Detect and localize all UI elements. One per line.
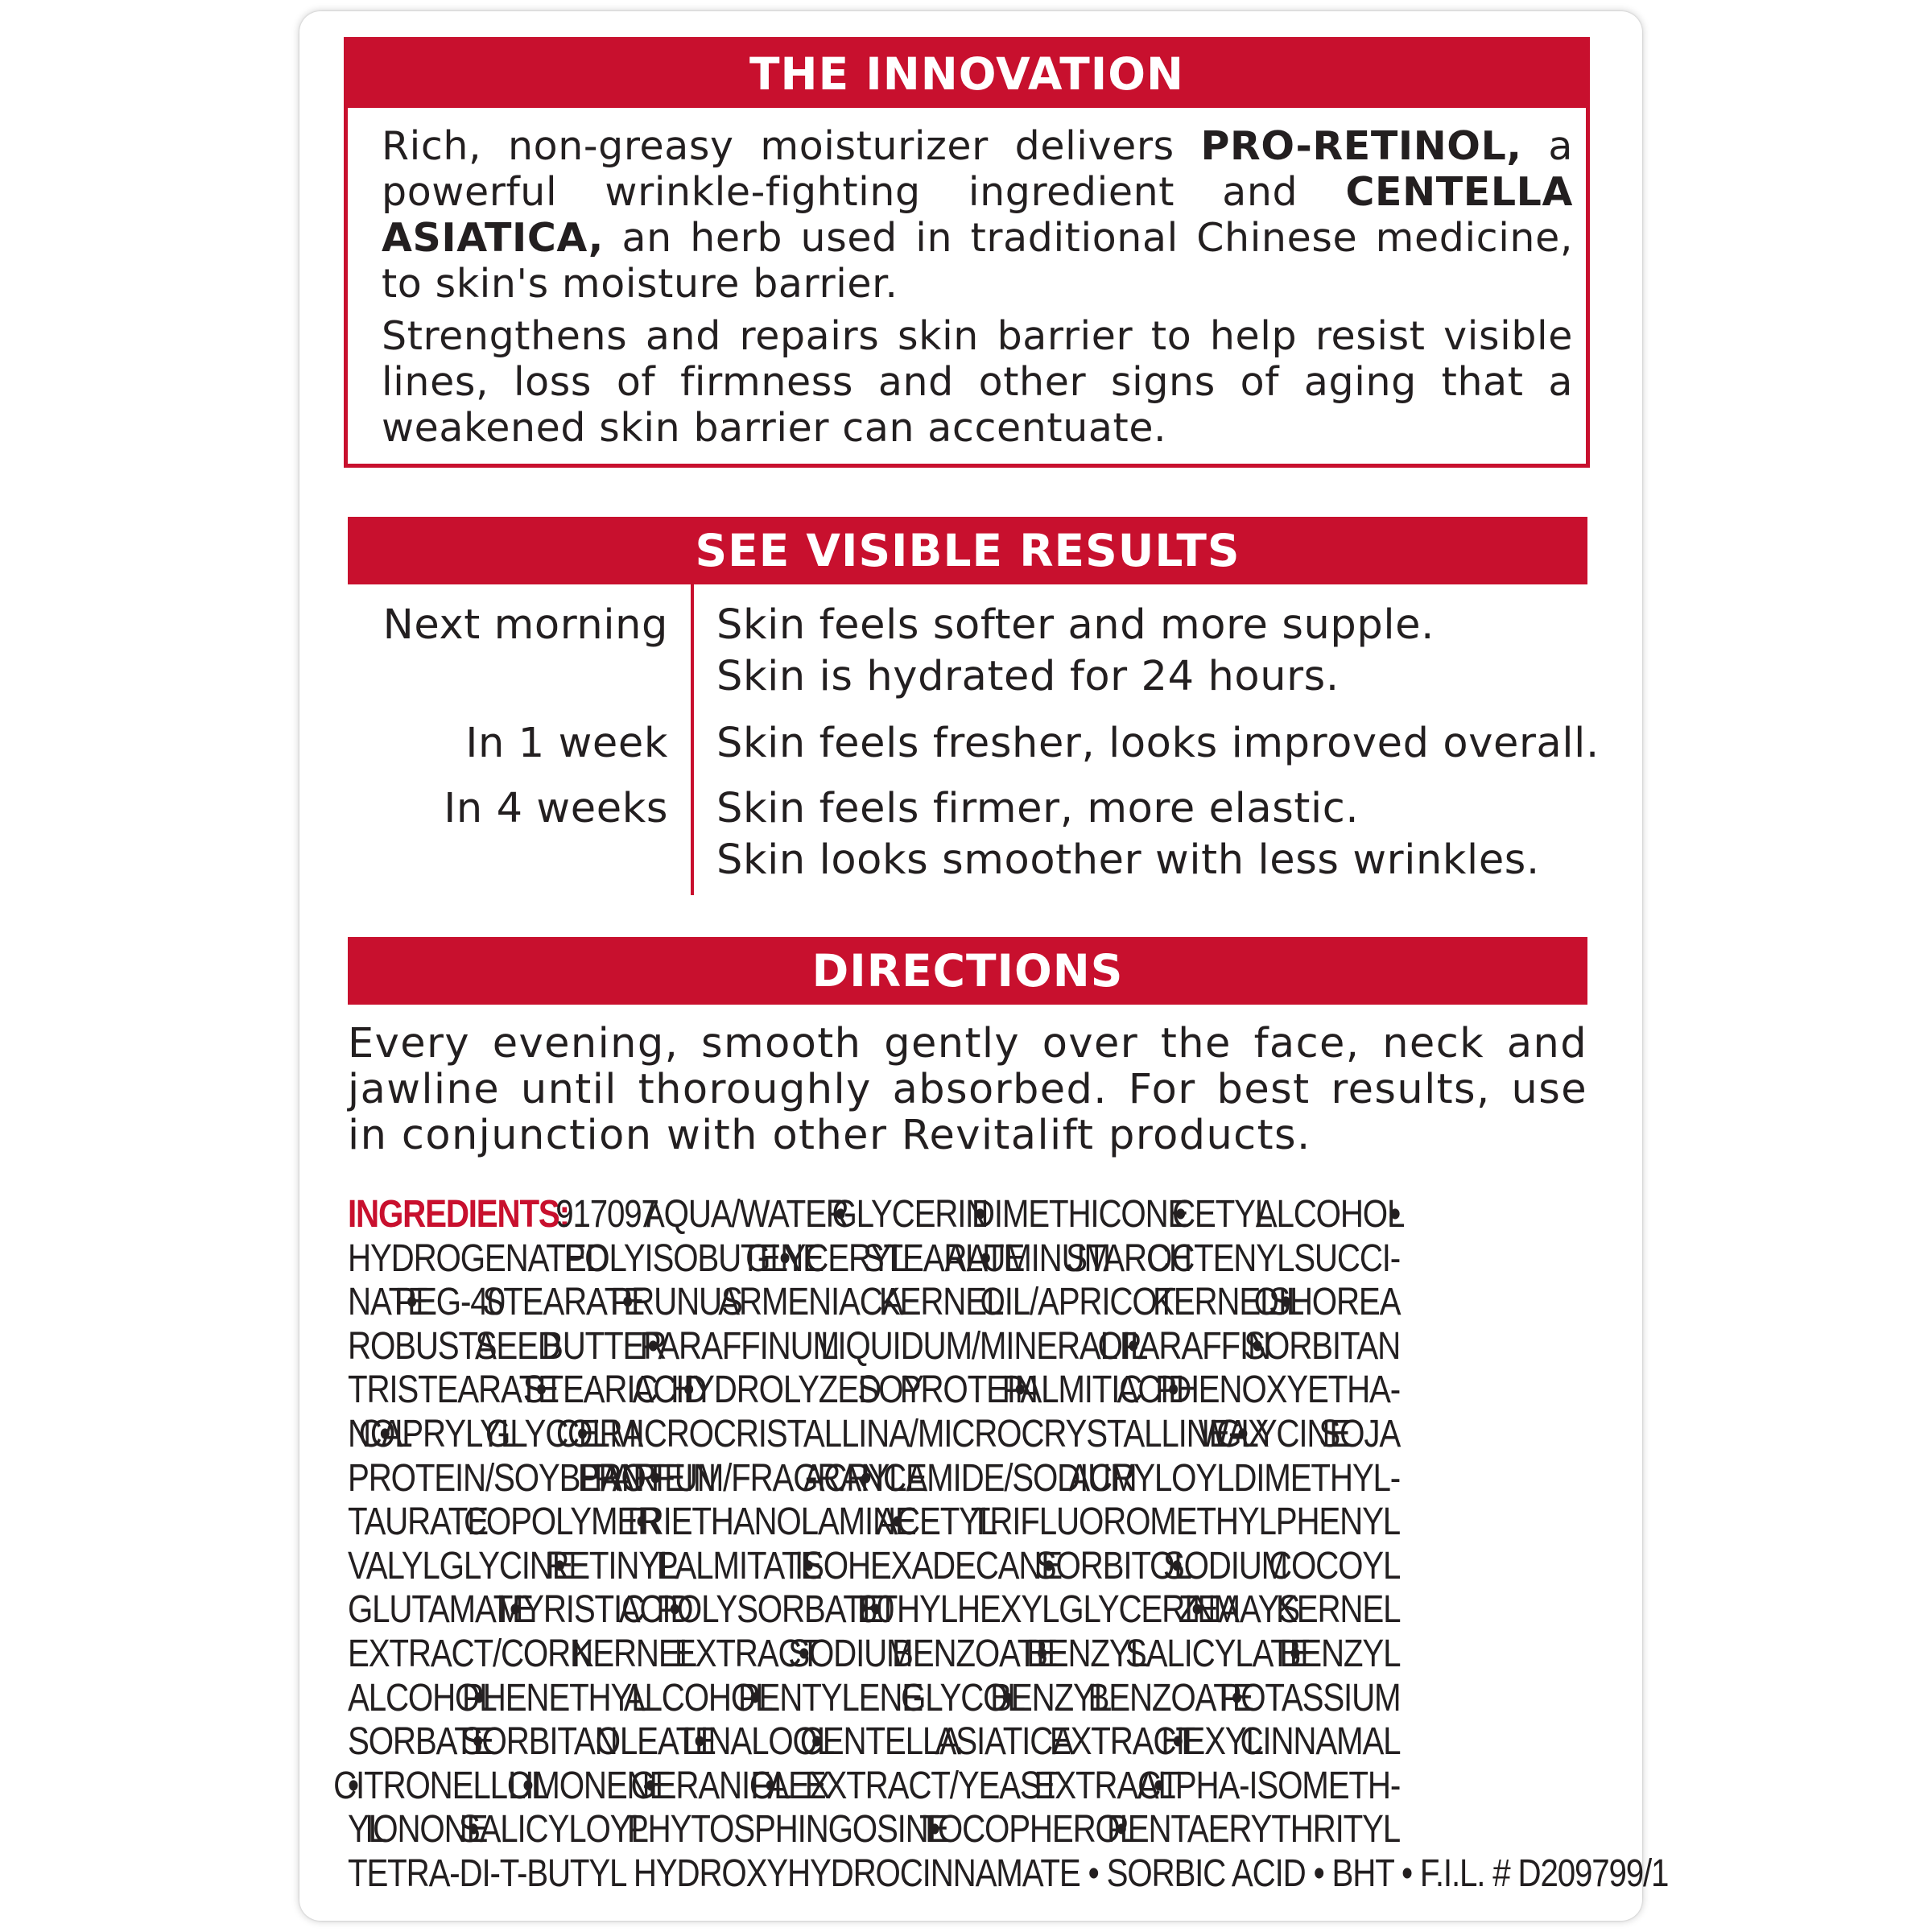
results-text: Skin is hydrated for 24 hours. [716,653,1340,700]
ingredients-line: • CITRONELLOL • LIMONENE • GERANIOL • FAEX EXTRACT/YEAST EXTRACT • ALPHA-ISOMETH- [348,1764,1401,1807]
innovation-paragraph-2: Strengthens and repairs skin barrier to help resist visible lines, loss of firmness and other signs of aging that a weakened skin barrier can accentuate. [382,313,1573,451]
results-divider [691,584,694,895]
ingredients-line [348,1193,1400,1237]
results-text: Skin feels softer and more supple. [716,601,1435,649]
ingredients-line: TETRA-DI-T-BUTYL HYDROXYHYDROCINNAMATE • SORBIC ACID • BHT • F.I.L. # D209799/1 [348,1852,1669,1895]
centella-asiatica-emphasis: CENTELLA ASIATICA, [382,169,1573,261]
ingredients-line: HYDROGENATED POLYISOBUTENE • GLYCERYL STEARATE • ALUMINUM STARCH OCTENYLSUCCI- [348,1236,1401,1280]
innovation-section [344,37,1590,468]
ingredients-line: NOL • CAPRYLYL GLYCOL • CERA MICROCRISTALLINA/MICROCRYSTALLINE WAX • GLYCINE SOJA [348,1412,1401,1455]
ingredients-line: YL IONONE • SALICYLOYL PHYTOSPHINGOSINE • TOCOPHEROL • PENTAERYTHRITYL [348,1808,1401,1852]
ingredients-label: INGREDIENTS: [348,1193,569,1236]
results-label-1-week: In 1 week [465,720,668,767]
ingredients-line: NATE • PEG-40 STEARATE • PRUNUS ARMENIACA KERNEL OIL/APRICOT KERNEL OIL • SHOREA [348,1281,1401,1324]
innovation-text-run: Rich, non-greasy moisturizer delivers [382,123,1201,169]
innovation-text-run: a powerful wrinkle-fighting ingredient and [382,123,1573,215]
ingredients-line: VALYLGLYCINE • RETINYL PALMITATE • ISOHEXADECANE • SORBITOL • SODIUM COCOYL [348,1544,1401,1587]
results-text: Skin feels firmer, more elastic. [716,785,1360,832]
innovation-header: THE INNOVATION [348,41,1586,108]
ingredients-line: PROTEIN/SOYBEAN PROTEIN • PARFUM/FRAGRANCE • ACRYLAMIDE/SODIUM ACRYLOYLDIMETHYL- [348,1456,1401,1500]
ingredients-line: ROBUSTA SEED BUTTER • PARAFFINUM LIQUIDUM/MINERAL OIL • PARAFFIN • SORBITAN [348,1324,1401,1368]
pro-retinol-emphasis: PRO-RETINOL, [1200,123,1522,169]
results-text: Skin looks smoother with less wrinkles. [716,836,1540,884]
innovation-text [382,123,1573,451]
ingredients-line: TRISTEARATE • STEARIC ACID • HYDROLYZED SOY PROTEIN • PALMITIC ACID • PHENOXYETHA- [348,1368,1401,1412]
ingredients-line: ALCOHOL • PHENETHYL ALCOHOL • PENTYLENE GLYCOL • BENZYL BENZOATE • POTASSIUM [348,1676,1401,1719]
results-label-next-morning: Next morning [382,601,668,649]
ingredients-list [348,1193,1669,1897]
ingredients-line-text: 917097 AQUA/WATER • GLYCERIN • DIMETHICONE • CETYL ALCOHOL • [568,1193,1401,1236]
directions-header: DIRECTIONS [348,937,1587,1005]
ingredients-line: TAURATE COPOLYMER • TRIETHANOLAMINE • ACETYL TRIFLUOROMETHYLPHENYL [348,1501,1401,1544]
results-label-4-weeks: In 4 weeks [444,785,668,832]
ingredients-line: SORBATE • SORBITAN OLEATE • LINALOOL • CENTELLA ASIATICA EXTRACT • HEXYL CINNAMAL [348,1720,1401,1764]
results-text: Skin feels fresher, looks improved overall. [716,720,1600,767]
results-header: SEE VISIBLE RESULTS [348,517,1587,584]
innovation-text-run: an herb used in traditional Chinese medicine, to skin's moisture barrier. [382,215,1573,307]
ingredients-line: GLUTAMATE • MYRISTIC ACID • POLYSORBATE 80 • ETHYLHEXYLGLYCERIN • ZEA MAYS KERNEL [348,1588,1401,1632]
ingredients-line: EXTRACT/CORN KERNEL EXTRACT • SODIUM BENZOATE • BENZYL SALICYLATE • BENZYL [348,1632,1401,1675]
innovation-paragraph-1 [382,123,1573,307]
directions-text: Every evening, smooth gently over the face, neck and jawline until thoroughly absorbed. For best results, use in conjunction with other Revitalift products. [348,1020,1587,1159]
